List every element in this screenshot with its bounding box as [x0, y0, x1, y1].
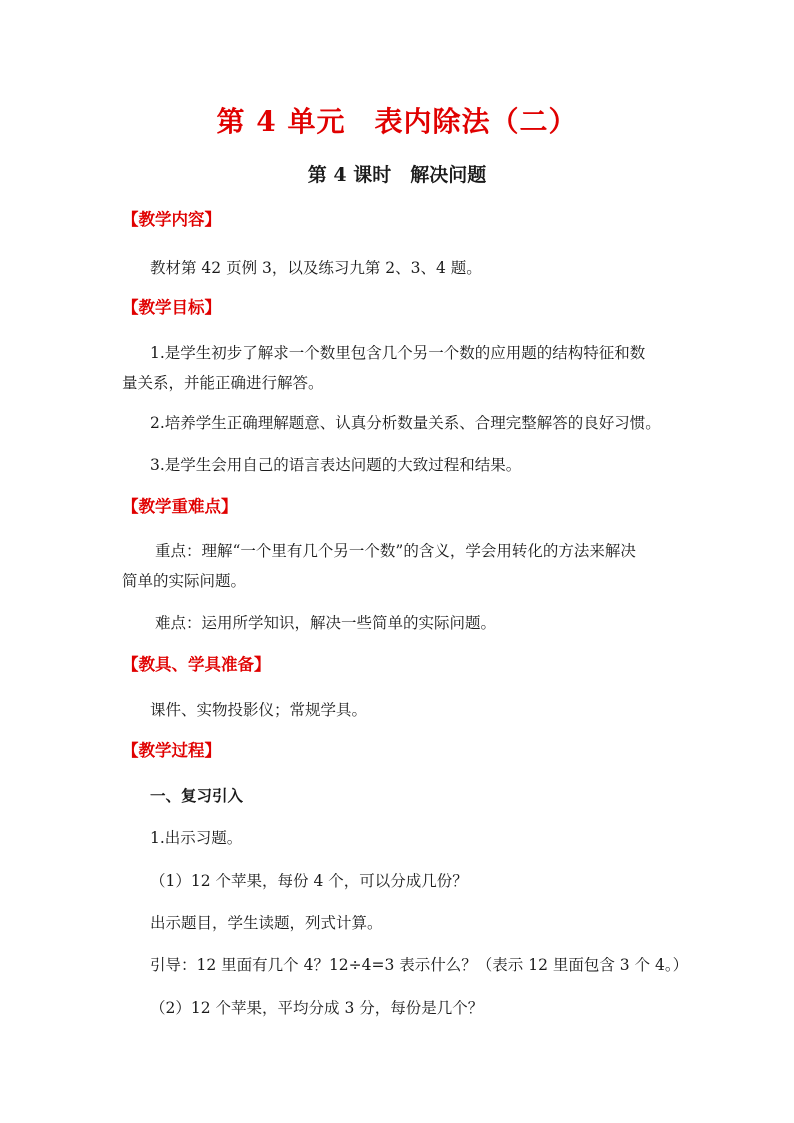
key-point-line-2: 简单的实际问题。 [122, 572, 247, 590]
teaching-content-heading: 【教学内容】 [122, 210, 221, 229]
key-points-heading: 【教学重难点】 [122, 497, 238, 516]
question-2: （2）12 个苹果，平均分成 3 分，每份是几个？ [150, 999, 484, 1017]
key-point-line-1: 重点：理解“一个里有几个另一个数”的含义，学会用转化的方法来解决 [155, 542, 636, 560]
part-1-heading: 一、复习引入 [150, 786, 244, 805]
teaching-goals-heading: 【教学目标】 [122, 298, 221, 317]
lesson-subtitle: 第 4 课时 解决问题 [307, 164, 487, 186]
goal-1-line-2: 量关系，并能正确进行解答。 [122, 374, 324, 392]
goal-3: 3.是学生会用自己的语言表达问题的大致过程和结果。 [150, 456, 522, 474]
goal-2: 2.培养学生正确理解题意、认真分析数量关系、合理完整解答的良好习惯。 [150, 414, 661, 432]
teaching-content-text: 教材第 42 页例 3，以及练习九第 2、3、4 题。 [150, 259, 482, 277]
question-1-note: 出示题目，学生读题，列式计算。 [150, 914, 383, 932]
teaching-process-heading: 【教学过程】 [122, 741, 221, 760]
question-1: （1）12 个苹果，每份 4 个，可以分成几份？ [150, 872, 468, 890]
difficulty-point: 难点：运用所学知识，解决一些简单的实际问题。 [155, 614, 497, 632]
document-title: 第 4 单元 表内除法（二） [216, 105, 578, 138]
step-1: 1.出示习题。 [150, 829, 243, 847]
goal-1-line-1: 1.是学生初步了解求一个数里包含几个另一个数的应用题的结构特征和数 [150, 344, 646, 362]
guide-text: 引导：12 里面有几个 4？12÷4=3 表示什么？（表示 12 里面包含 3 个 4。） [150, 956, 689, 974]
tools-text: 课件、实物投影仪；常规学具。 [150, 701, 368, 719]
tools-heading: 【教具、学具准备】 [122, 655, 271, 674]
